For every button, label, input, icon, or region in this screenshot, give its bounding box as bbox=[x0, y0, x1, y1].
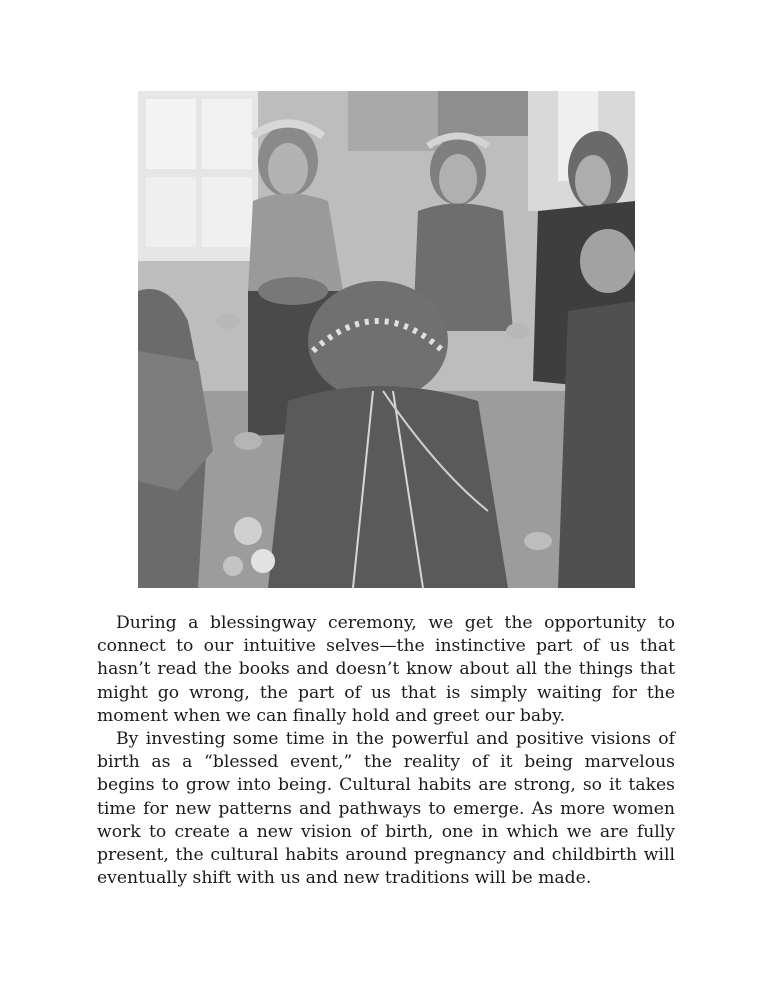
ceremony-photo bbox=[138, 91, 635, 588]
paragraph: During a blessingway ceremony, we get the opportunity to connect to our intuitive selves—the instinctive part of us that hasn’t read the books and doesn’t know about all the things that might go wrong, the part of us that is simply waiting for the moment when we can finally hold and greet our baby. bbox=[97, 613, 675, 726]
body-text bbox=[97, 612, 675, 890]
paragraph: By investing some time in the powerful and positive visions of birth as a “blessed event,” the reality of it being marvelous begins to grow into being. Cultural habits are strong, so it takes time for new patterns and pathways to emerge. As more women work to create a new vision of birth, one in which we are fully present, the cultural habits around pregnancy and childbirth will eventually shift with us and new traditions will be made. bbox=[97, 729, 675, 889]
ceremony-photo-illustration bbox=[138, 91, 635, 588]
